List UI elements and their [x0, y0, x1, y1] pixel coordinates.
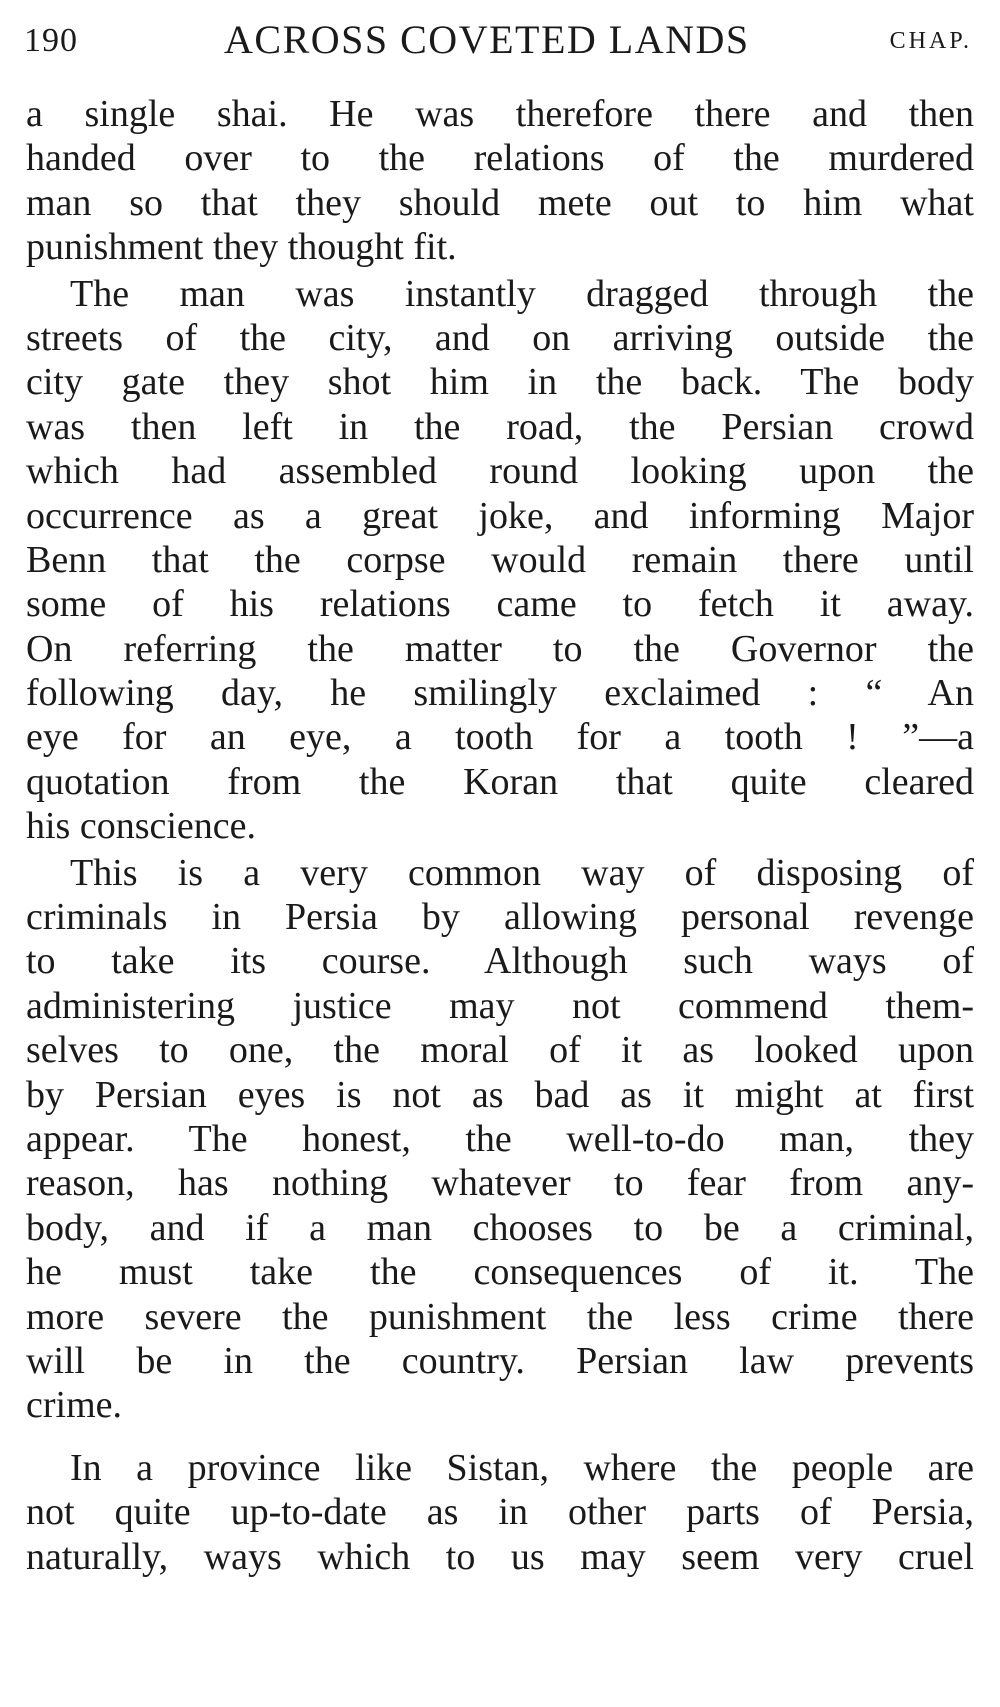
- text-line: body, and if a man chooses to be a criminal,: [26, 1206, 974, 1249]
- chapter-label: CHAP.: [889, 28, 972, 54]
- text-line: following day, he smilingly exclaimed : “ An: [26, 672, 974, 715]
- paragraph: [26, 851, 974, 1428]
- text-line: quotation from the Koran that quite cleared: [26, 760, 974, 803]
- text-line: to take its course. Although such ways of: [26, 940, 974, 983]
- text-line: naturally, ways which to us may seem very cruel: [26, 1535, 974, 1578]
- text-line: a single shai. He was therefore there and then: [26, 93, 974, 135]
- text-line: appear. The honest, the well-to-do man, they: [26, 1117, 974, 1160]
- body-text: [26, 92, 974, 1579]
- text-line: selves to one, the moral of it as looked upon: [26, 1029, 974, 1072]
- text-line: This is a very common way of disposing of: [70, 851, 974, 894]
- text-line: was then left in the road, the Persian crowd: [26, 405, 974, 448]
- text-line: criminals in Persia by allowing personal revenge: [26, 896, 974, 939]
- text-line: reason, has nothing whatever to fear from any-: [26, 1162, 974, 1205]
- page-number: 190: [24, 22, 78, 59]
- text-line: Benn that the corpse would remain there until: [26, 538, 974, 581]
- running-head: [24, 12, 972, 62]
- paragraph: [26, 92, 974, 270]
- text-line: occurrence as a great joke, and informing Major: [26, 494, 974, 537]
- paragraph: [26, 1446, 974, 1579]
- text-line: streets of the city, and on arriving outside the: [26, 316, 974, 359]
- text-line: which had assembled round looking upon the: [26, 450, 974, 493]
- text-line: handed over to the relations of the murdered: [26, 137, 974, 180]
- text-line: crime.: [26, 1384, 123, 1427]
- text-line: On referring the matter to the Governor the: [26, 627, 974, 670]
- text-line: In a province like Sistan, where the people are: [70, 1446, 974, 1489]
- text-line: he must take the consequences of it. The: [26, 1251, 974, 1294]
- text-line: punishment they thought fit.: [26, 226, 457, 269]
- book-title: ACROSS COVETED LANDS: [224, 17, 750, 62]
- text-line: by Persian eyes is not as bad as it might at first: [26, 1073, 974, 1116]
- text-line: will be in the country. Persian law prevents: [26, 1339, 974, 1382]
- text-line: his conscience.: [26, 805, 257, 848]
- paragraph: [26, 272, 974, 849]
- text-line: city gate they shot him in the back. The body: [26, 361, 974, 404]
- text-line: The man was instantly dragged through the: [70, 272, 974, 315]
- text-line: administering justice may not commend them-: [26, 984, 974, 1027]
- text-line: not quite up-to-date as in other parts of Persia,: [26, 1491, 974, 1534]
- text-line: man so that they should mete out to him what: [26, 181, 974, 224]
- text-line: some of his relations came to fetch it away.: [26, 583, 974, 626]
- text-line: more severe the punishment the less crime there: [26, 1295, 974, 1338]
- text-line: eye for an eye, a tooth for a tooth ! ”—a: [26, 716, 974, 759]
